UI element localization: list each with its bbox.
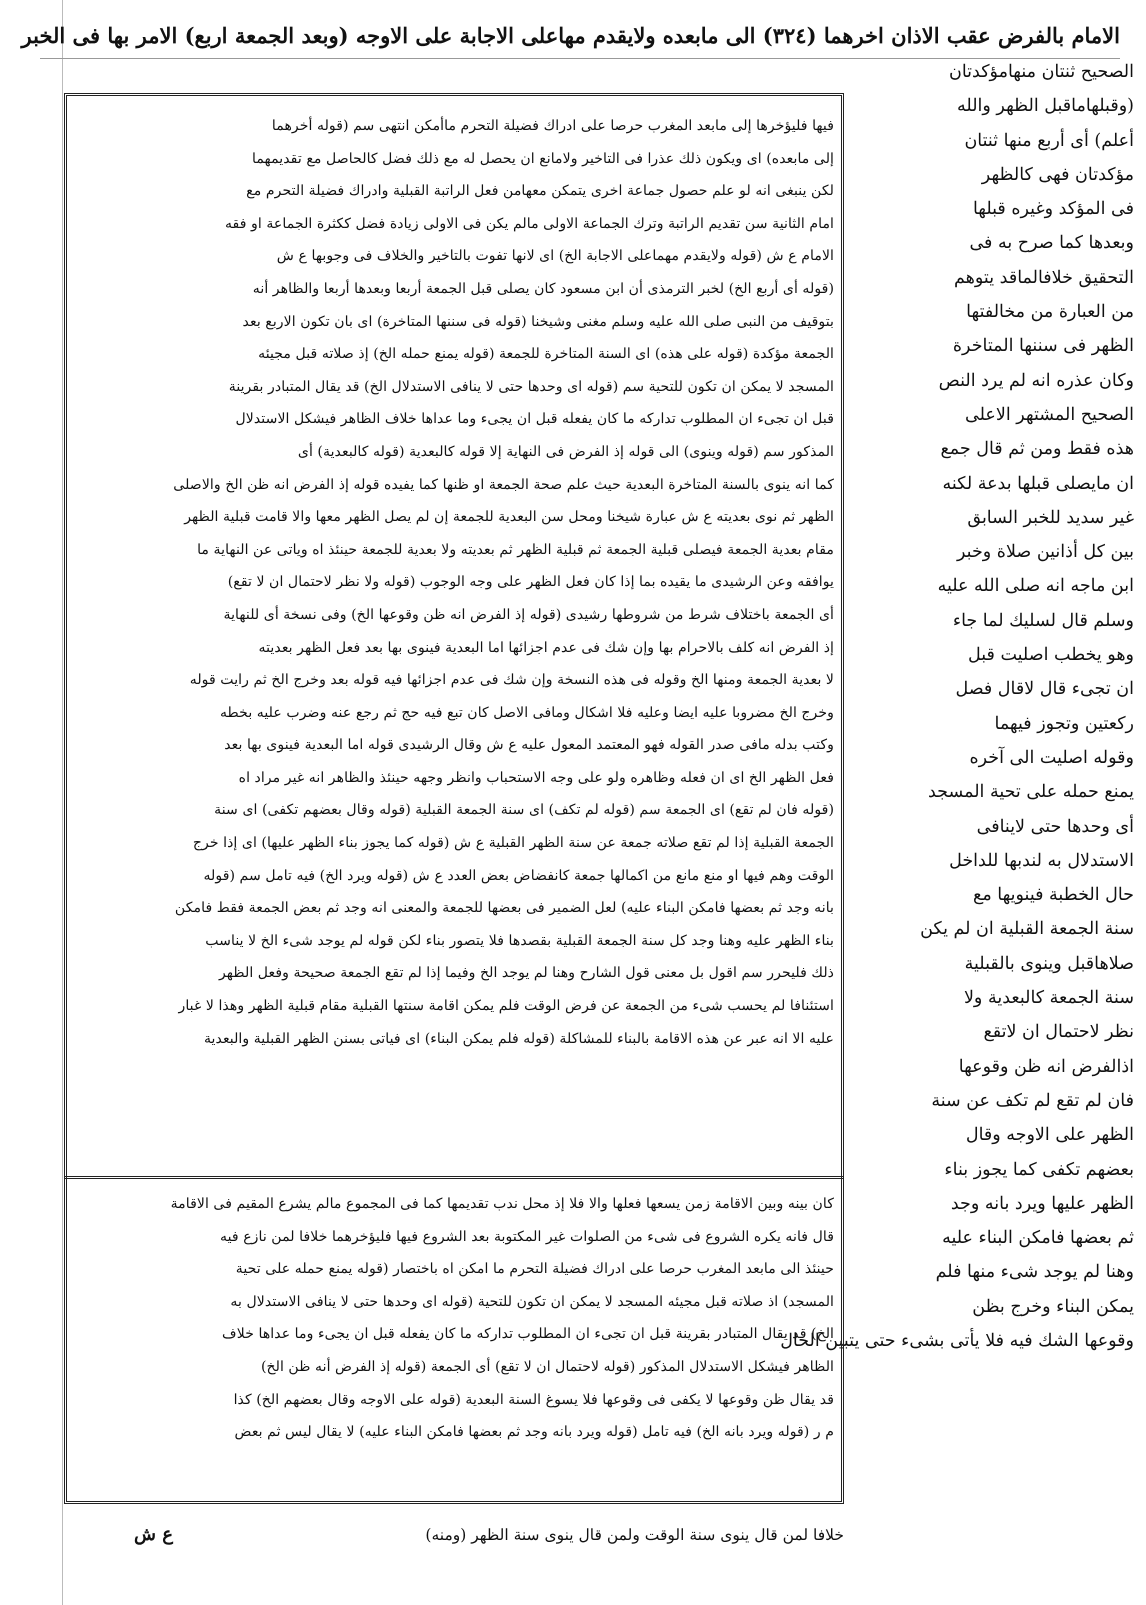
footnote-signature: ع ش xyxy=(134,1524,173,1545)
scan-margin-line xyxy=(62,0,63,1605)
commentary-line: الوقت وهم فيها او منع مانع من اكمالها جمعة كانفضاض بعض العدد ع ش (قوله ويرد الخ) فيه تامل سم (قوله xyxy=(203,867,834,884)
commentary-line: مقام بعدية الجمعة فيصلى قبلية الجمعة ثم قبلية الظهر ثم بعديته ولا بعدية للجمعة حينئذ اه وياتى عن النهاية ما xyxy=(197,541,834,558)
main-text-line: الاستدلال به لندبها للداخل xyxy=(949,850,1134,871)
main-text-line: نظر لاحتمال ان لاتقع xyxy=(983,1022,1134,1043)
main-text-line: أى وحدها حتى لاينافى xyxy=(976,816,1134,837)
main-text-line: الظهر على الاوجه وقال xyxy=(965,1125,1134,1146)
main-text-line: وهنا لم يوجد شىء منها فلم xyxy=(935,1262,1134,1283)
commentary-line: المسجد لا يمكن ان تكون للتحية سم (قوله اى وحدها حتى لا ينافى الاستدلال الخ) قد يقال المتبادر بقرينة xyxy=(228,378,834,395)
commentary-line: كان بينه وبين الاقامة زمن يسعها فعلها والا فلا إذ محل ندب تقديمها كما فى المجموع مالم يشرع المقيم فى الاقامة xyxy=(170,1196,834,1212)
main-text-line: بعضهم تكفى كما يجوز بناء xyxy=(944,1159,1134,1180)
running-header-text: الامام بالفرض عقب الاذان اخرهما (٣٢٤) الى مابعده ولايقدم مهاعلى الاجابة على الاوجه (وبعد الجمعة اربع) الامر بها فى الخبر xyxy=(21,23,1120,48)
main-text-line: أعلم) أى أربع منها ثنتان xyxy=(964,130,1134,151)
main-text-line: سنة الجمعة كالبعدية ولا xyxy=(963,988,1134,1009)
main-text-column xyxy=(780,55,1134,1565)
main-text-line: وبعدها كما صرح به فى xyxy=(969,233,1134,254)
commentary-lower xyxy=(74,1188,834,1500)
main-text-line: وقوله اصليت الى آخره xyxy=(969,747,1134,768)
commentary-line: بانه وجد ثم بعضها فامكن البناء عليه) لعل الضمير فى بعضها للجمعة والمعنى انه وجد ثم بعض الجمعة فقط فامكن xyxy=(174,900,834,917)
main-text-line: يمنع حمله على تحية المسجد xyxy=(927,782,1134,803)
commentary-divider xyxy=(64,1176,844,1180)
main-text-line: اذالفرض انه ظن وقوعها xyxy=(958,1056,1134,1077)
commentary-line: بتوقيف من النبى صلى الله عليه وسلم مغنى وشيخنا (قوله فى سننها المتاخرة) اى بان تكون الاربع بعد xyxy=(242,313,834,330)
main-text-line: يمكن البناء وخرج بظن xyxy=(972,1296,1134,1317)
commentary-line: إلى مابعده) اى ويكون ذلك عذرا فى التاخير ولامانع ان يحصل له مع ذلك فضل كالحاصل مع تقديمهما xyxy=(252,150,834,167)
main-text-line: الصحيح المشتهر الاعلى xyxy=(965,404,1134,425)
commentary-line: امام الثانية سن تقديم الراتبة وترك الجماعة الاولى مالم يكن فى الاولى زيادة فضل ككثرة الجماعة او فقه xyxy=(224,215,834,232)
commentary-line: إذ الفرض انه كلف بالاحرام بها وإن شك فى عدم اجزائها اما البعدية فينوى بها بعد فعل الظهر بعديته xyxy=(258,639,834,656)
commentary-line: الظاهر فيشكل الاستدلال المذكور (قوله لاحتمال ان لا تقع) أى الجمعة (قوله إذ الفرض أنه ظن الخ) xyxy=(260,1358,834,1375)
commentary-line: يوافقه وعن الرشيدى ما يقيده بما إذا كان فعل الظهر على وجه الوجوب (قوله ولا نظر لاحتمال ان لا تقع) xyxy=(227,574,834,591)
commentary-line: قد يقال ظن وقوعها لا يكفى فى وقوعها فلا يسوغ السنة البعدية (قوله على الاوجه وقال بعضهم الخ) كذا xyxy=(233,1391,834,1408)
commentary-line: حينئذ الى مابعد المغرب حرصا على ادراك فضيلة التحرم ما امكن اه باختصار (قوله يمنع حمله على تحية xyxy=(235,1261,834,1278)
commentary-line: وكتب بدله مافى صدر القوله فهو المعتمد المعول عليه ع ش وقال الرشيدى قوله اما البعدية فينوى بها بعد xyxy=(224,737,834,754)
commentary-line: المسجد) اذ صلاته قبل مجيئه المسجد لا يمكن ان تكون للتحية (قوله اى وحدها حتى لا ينافى الاستدلال به xyxy=(230,1293,834,1310)
commentary-line: الظهر ثم نوى بعديته ع ش عبارة شيخنا ومحل سن البعدية للجمعة إن لم يصل الظهر معها والا قامت قبلية الظهر xyxy=(184,509,834,526)
footnote xyxy=(64,1515,844,1555)
commentary-upper xyxy=(74,110,834,1170)
main-text-line: حال الخطبة فينويها مع xyxy=(973,885,1134,906)
footnote-text: خلافا لمن قال ينوى سنة الوقت ولمن قال ينوى سنة الظهر (ومنه) xyxy=(425,1526,844,1544)
main-text-line: سنة الجمعة القبلية ان لم يكن xyxy=(920,919,1134,940)
main-text-line: ثم بعضها فامكن البناء عليه xyxy=(942,1228,1134,1249)
commentary-line: فعل الظهر الخ اى ان فعله وظاهره ولو على وجه الاستحباب وانظر وجهه حينئذ والظاهر انه غير مراد اه xyxy=(238,769,834,786)
commentary-line: الجمعة القبلية إذا لم تقع صلاته جمعة عن سنة الظهر القبلية ع ش (قوله كما يجوز بناء الظهر عليها) اى إذا خرج xyxy=(192,835,834,852)
commentary-line: ذلك فليحرر سم اقول بل معنى قول الشارح وهنا لم يوجد الخ وفيما إذا لم تقع الجمعة صحيحة وفعل الظهر xyxy=(218,965,834,982)
commentary-line: الجمعة مؤكدة (قوله على هذه) اى السنة المتاخرة للجمعة (قوله يمنع حمله الخ) إذ صلاته قبل مجيئه xyxy=(258,346,834,363)
main-text-line: من العبارة من مخالفتها xyxy=(966,302,1134,323)
main-text-line: الصحيح ثنتان منهامؤكدتان xyxy=(948,62,1134,82)
main-text-line: وقوعها الشك فيه فلا يأتى بشىء حتى يتبين الحال xyxy=(780,1330,1134,1351)
main-text-line: مؤكدتان فهى كالظهر xyxy=(981,164,1134,185)
main-text-line: فان لم تقع لم تكف عن سنة xyxy=(931,1090,1134,1111)
main-text-line: الظهر عليها ويرد بانه وجد xyxy=(950,1193,1134,1214)
commentary-line: المذكور سم (قوله وينوى) الى قوله إذ الفرض فى النهاية إلا قوله كالبعدية (قوله كالبعدية) أى xyxy=(297,443,834,460)
commentary-line: كما انه ينوى بالسنة المتاخرة البعدية حيث علم صحة الجمعة او ظنها كما يفيده قوله إذ الفرض انه ظن الخ والاصلى xyxy=(173,476,834,493)
commentary-line: الخ) قد يقال المتبادر بقرينة قبل ان تجىء ان المطلوب تداركه ما كان يفعله قبل ان يجىء وما عداها خلاف xyxy=(222,1326,834,1343)
commentary-line: قال فانه يكره الشروع فى شىء من الصلوات غير المكتوبة بعد الشروع فيها فليؤخرهما خلافا لمن نازع فيه xyxy=(220,1228,834,1245)
main-text-line: صلاهاقبل وينوى بالقبلية xyxy=(964,953,1134,974)
main-text-line: بين كل أذانين صلاة وخبر xyxy=(957,542,1134,563)
commentary-line: بناء الظهر عليه وهنا وجد كل سنة الجمعة القبلية بقصدها فلا يتصور بناء لكن قوله لم يوجد شىء الخ لا يناسب xyxy=(205,932,834,949)
commentary-line: فيها فليؤخرها إلى مابعد المغرب حرصا على ادراك فضيلة التحرم ماأمكن انتهى سم (قوله أخرهما xyxy=(271,118,834,134)
commentary-line: لكن ينبغى انه لو علم حصول جماعة اخرى يتمكن معهامن فعل الراتبة القبلية وادراك فضيلة التحرم مع xyxy=(246,183,834,200)
main-text-line: هذه فقط ومن ثم قال جمع xyxy=(940,439,1134,460)
commentary-line: الامام ع ش (قوله ولايقدم مهماعلى الاجابة الخ) اى لانها تفوت بالتاخير والخلاف فى وجوبها ع ش xyxy=(276,248,834,265)
commentary-line: استئنافا لم يحسب شىء من الجمعة عن فرض الوقت فلم يمكن اقامة سنتها القبلية مقام قبلية الظهر وهذا لا غبار xyxy=(178,998,834,1015)
running-header xyxy=(21,18,1120,54)
main-text-line: ابن ماجه انه صلى الله عليه xyxy=(937,576,1134,597)
main-text-line: ان مايصلى قبلها بدعة لكنه xyxy=(942,473,1134,494)
commentary-line: لا بعدية الجمعة ومنها الخ وقوله فى هذه النسخة وإن شك فى عدم اجزائها فيه قوله بعد وخرج الخ ثم رايت قوله xyxy=(189,672,834,689)
main-text-line: وهو يخطب اصليت قبل xyxy=(968,645,1134,666)
main-text-line: وسلم قال لسليك لما جاء xyxy=(952,610,1134,631)
main-text-line: التحقيق خلافالماقد يتوهم xyxy=(954,267,1134,288)
main-text-line: فى المؤكد وغيره قبلها xyxy=(972,199,1134,220)
commentary-line: قبل ان تجىء ان المطلوب تداركه ما كان يفعله قبل ان يجىء وما عداها خلاف الظاهر فيشكل الاستدلال xyxy=(235,411,834,428)
commentary-line: أى الجمعة باختلاف شرط من شروطها رشيدى (قوله إذ الفرض انه ظن وقوعها الخ) وفى نسخة أى للنهاية xyxy=(223,606,834,623)
commentary-line: م ر (قوله ويرد بانه الخ) فيه تامل (قوله ويرد بانه وجد ثم بعضها فامكن البناء عليه) لا يقال ليس ثم بعض xyxy=(234,1424,834,1441)
main-text-line: الظهر فى سننها المتاخرة xyxy=(952,336,1134,357)
main-text-line: ركعتين وتجوز فيهما xyxy=(994,713,1134,734)
commentary-line: وخرج الخ مضروبا عليه ايضا وعليه فلا اشكال ومافى الاصل كان تبع فيه حج ثم رجع عنه وضرب عليه بخطه xyxy=(219,704,834,721)
commentary-line: (قوله أى أربع الخ) لخبر الترمذى أن ابن مسعود كان يصلى قبل الجمعة أربعا وبعدها أربعا والظاهر أنه xyxy=(252,280,834,297)
commentary-line: عليه الا انه عبر عن هذه الاقامة بالبناء للمشاكلة (قوله فلم يمكن البناء) اى فياتى بسنن الظهر القبلية والبعدية xyxy=(203,1030,834,1047)
main-text-line: وكان عذره انه لم يرد النص xyxy=(938,370,1134,391)
commentary-line: (قوله فان لم تقع) اى الجمعة سم (قوله لم تكف) اى سنة الجمعة القبلية (قوله وقال بعضهم تكفى) اى سنة xyxy=(214,802,834,819)
main-text-line: غير سديد للخبر السابق xyxy=(967,507,1134,528)
main-text-line: ان تجىء قال لاقال فصل xyxy=(955,679,1134,700)
main-text-line: (وقبلهاماقبل الظهر والله xyxy=(957,96,1134,117)
